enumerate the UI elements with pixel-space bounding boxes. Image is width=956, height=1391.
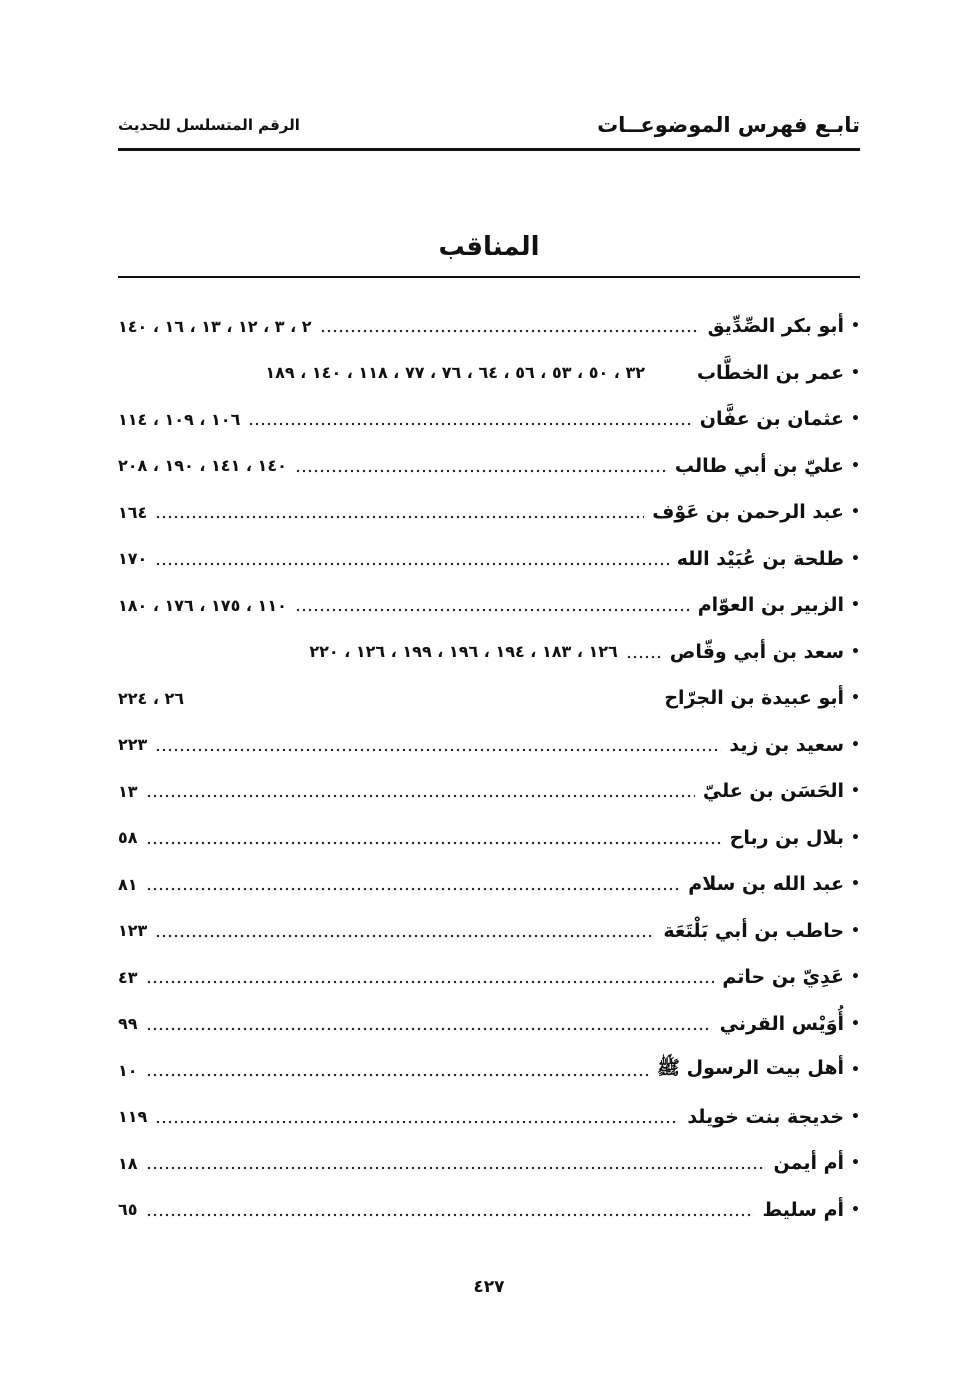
dot-leader bbox=[248, 422, 691, 426]
entry-name: عَدِيّ بن حاتم bbox=[722, 966, 845, 989]
bullet-icon: • bbox=[851, 457, 860, 474]
index-entry bbox=[118, 1001, 860, 1048]
index-entry bbox=[118, 1094, 860, 1141]
entry-name: بلال بن رباح bbox=[729, 826, 845, 849]
running-header-title: تابـع فهرس الموضوعــات bbox=[597, 113, 860, 137]
bullet-icon: • bbox=[851, 643, 860, 660]
index-entry bbox=[118, 768, 860, 815]
entry-name: أم أيمن bbox=[773, 1152, 845, 1175]
index-entry bbox=[118, 303, 860, 350]
entry-name: الحَسَن بن عليّ bbox=[702, 780, 845, 803]
entry-name: سعد بن أبي وقّاص bbox=[669, 640, 845, 663]
bullet-icon: • bbox=[851, 969, 860, 986]
dot-leader bbox=[155, 562, 668, 566]
entry-name: طلحة بن عُبَيْد الله bbox=[676, 547, 845, 570]
dot-leader bbox=[155, 515, 644, 519]
index-entry bbox=[118, 443, 860, 490]
dot-leader bbox=[626, 655, 662, 659]
entry-refs: ١٣ bbox=[118, 781, 138, 801]
index-entry bbox=[118, 629, 860, 676]
dot-leader bbox=[146, 1166, 766, 1170]
entry-refs: ١٦٤ bbox=[118, 502, 148, 522]
bullet-icon: • bbox=[851, 597, 860, 614]
dot-leader bbox=[146, 794, 695, 798]
bullet-icon: • bbox=[851, 364, 860, 381]
index-entry bbox=[118, 1187, 860, 1234]
entry-refs: ٤٣ bbox=[118, 967, 138, 987]
section-rule bbox=[118, 276, 860, 278]
bullet-icon: • bbox=[851, 411, 860, 428]
entry-name: أهل بيت الرسول ﷺ bbox=[657, 1057, 845, 1080]
index-entry bbox=[118, 815, 860, 862]
entry-name: عبد الله بن سلام bbox=[688, 873, 845, 896]
entry-refs: ٥٨ bbox=[118, 828, 138, 848]
running-header bbox=[118, 112, 860, 138]
entry-name: سعيد بن زيد bbox=[729, 733, 845, 756]
bullet-icon: • bbox=[851, 1108, 860, 1125]
entry-refs: ٩٩ bbox=[118, 1014, 138, 1034]
entry-name: عمر بن الخطَّاب bbox=[696, 361, 845, 384]
bullet-icon: • bbox=[851, 690, 860, 707]
entry-refs: ٦٥ bbox=[118, 1200, 138, 1220]
entry-name: أُوَيْس القرني bbox=[719, 1012, 845, 1035]
dot-leader bbox=[295, 469, 667, 473]
entry-refs: ١٠٦ ، ١٠٩ ، ١١٤ bbox=[118, 409, 241, 429]
entry-name: عبد الرحمن بن عَوْف bbox=[652, 501, 845, 524]
dot-leader bbox=[192, 701, 656, 705]
section-title: المناقب bbox=[438, 232, 540, 262]
dot-leader bbox=[146, 980, 715, 984]
entry-name: خديجة بنت خويلد bbox=[687, 1105, 845, 1128]
dot-leader bbox=[295, 608, 690, 612]
entry-name: حاطب بن أبي بَلْتَعَة bbox=[663, 919, 845, 942]
bullet-icon: • bbox=[851, 550, 860, 567]
index-entry bbox=[118, 1140, 860, 1187]
entry-refs: ١١٩ bbox=[118, 1107, 148, 1127]
entry-refs: ٨١ bbox=[118, 874, 138, 894]
header-rule bbox=[118, 148, 860, 151]
dot-leader bbox=[146, 887, 681, 891]
index-entry bbox=[118, 861, 860, 908]
bullet-icon: • bbox=[851, 1062, 860, 1079]
index-entry bbox=[118, 536, 860, 583]
entry-name: أبو بكر الصِّدِّيق bbox=[707, 315, 845, 338]
index-entry bbox=[118, 1047, 860, 1094]
bullet-icon: • bbox=[851, 1015, 860, 1032]
bullet-icon: • bbox=[851, 1201, 860, 1218]
entry-refs: ٣٢ ، ٥٠ ، ٥٣ ، ٥٦ ، ٦٤ ، ٧٦ ، ٧٧ ، ١١٨ ، ١٤٠ ، ١٨٩ bbox=[265, 363, 645, 383]
bullet-icon: • bbox=[851, 1155, 860, 1172]
page-number: ٤٢٧ bbox=[473, 1277, 505, 1297]
entry-refs: ١٤٠ ، ١٤١ ، ١٩٠ ، ٢٠٨ bbox=[118, 456, 287, 476]
entry-name: عليّ بن أبي طالب bbox=[674, 454, 845, 477]
entry-refs: ١٧٠ bbox=[118, 549, 148, 569]
index-entry bbox=[118, 582, 860, 629]
dot-leader bbox=[155, 748, 721, 752]
index-entry bbox=[118, 350, 860, 397]
running-header-column-label: الرقم المتسلسل للحديث bbox=[118, 116, 300, 134]
entry-refs: ١٠ bbox=[118, 1060, 138, 1080]
bullet-icon: • bbox=[851, 876, 860, 893]
bullet-icon: • bbox=[851, 504, 860, 521]
dot-leader bbox=[146, 1213, 755, 1217]
entry-name: عثمان بن عفَّان bbox=[699, 408, 845, 431]
entry-name: أم سليط bbox=[762, 1198, 845, 1221]
entry-refs: ٢ ، ٣ ، ١٢ ، ١٣ ، ١٦ ، ١٤٠ bbox=[118, 316, 312, 336]
dot-leader bbox=[146, 1027, 712, 1031]
dot-leader bbox=[146, 841, 722, 845]
dot-leader bbox=[146, 1073, 650, 1077]
entry-refs: ١٢٦ ، ١٨٣ ، ١٩٤ ، ١٩٦ ، ١٩٩ ، ١٢٦ ، ٢٢٠ bbox=[309, 642, 618, 662]
dot-leader bbox=[320, 329, 700, 333]
index-entries bbox=[118, 303, 860, 1233]
entry-name: أبو عبيدة بن الجرّاح bbox=[664, 687, 845, 710]
bullet-icon: • bbox=[851, 318, 860, 335]
bullet-icon: • bbox=[851, 829, 860, 846]
bullet-icon: • bbox=[851, 783, 860, 800]
entry-refs: ١٢٣ bbox=[118, 921, 148, 941]
entry-refs: ٢٦ ، ٢٢٤ bbox=[118, 688, 185, 708]
index-entry bbox=[118, 675, 860, 722]
index-entry bbox=[118, 396, 860, 443]
entry-refs: ١١٠ ، ١٧٥ ، ١٧٦ ، ١٨٠ bbox=[118, 595, 287, 615]
entry-refs: ٢٢٣ bbox=[118, 735, 148, 755]
entry-refs: ١٨ bbox=[118, 1153, 138, 1173]
bullet-icon: • bbox=[851, 736, 860, 753]
index-entry bbox=[118, 722, 860, 769]
dot-leader bbox=[155, 934, 655, 938]
dot-leader bbox=[155, 1120, 679, 1124]
bullet-icon: • bbox=[851, 922, 860, 939]
index-entry bbox=[118, 954, 860, 1001]
index-entry bbox=[118, 489, 860, 536]
dot-leader bbox=[653, 376, 689, 380]
index-entry bbox=[118, 908, 860, 955]
entry-name: الزبير بن العوّام bbox=[697, 594, 845, 617]
